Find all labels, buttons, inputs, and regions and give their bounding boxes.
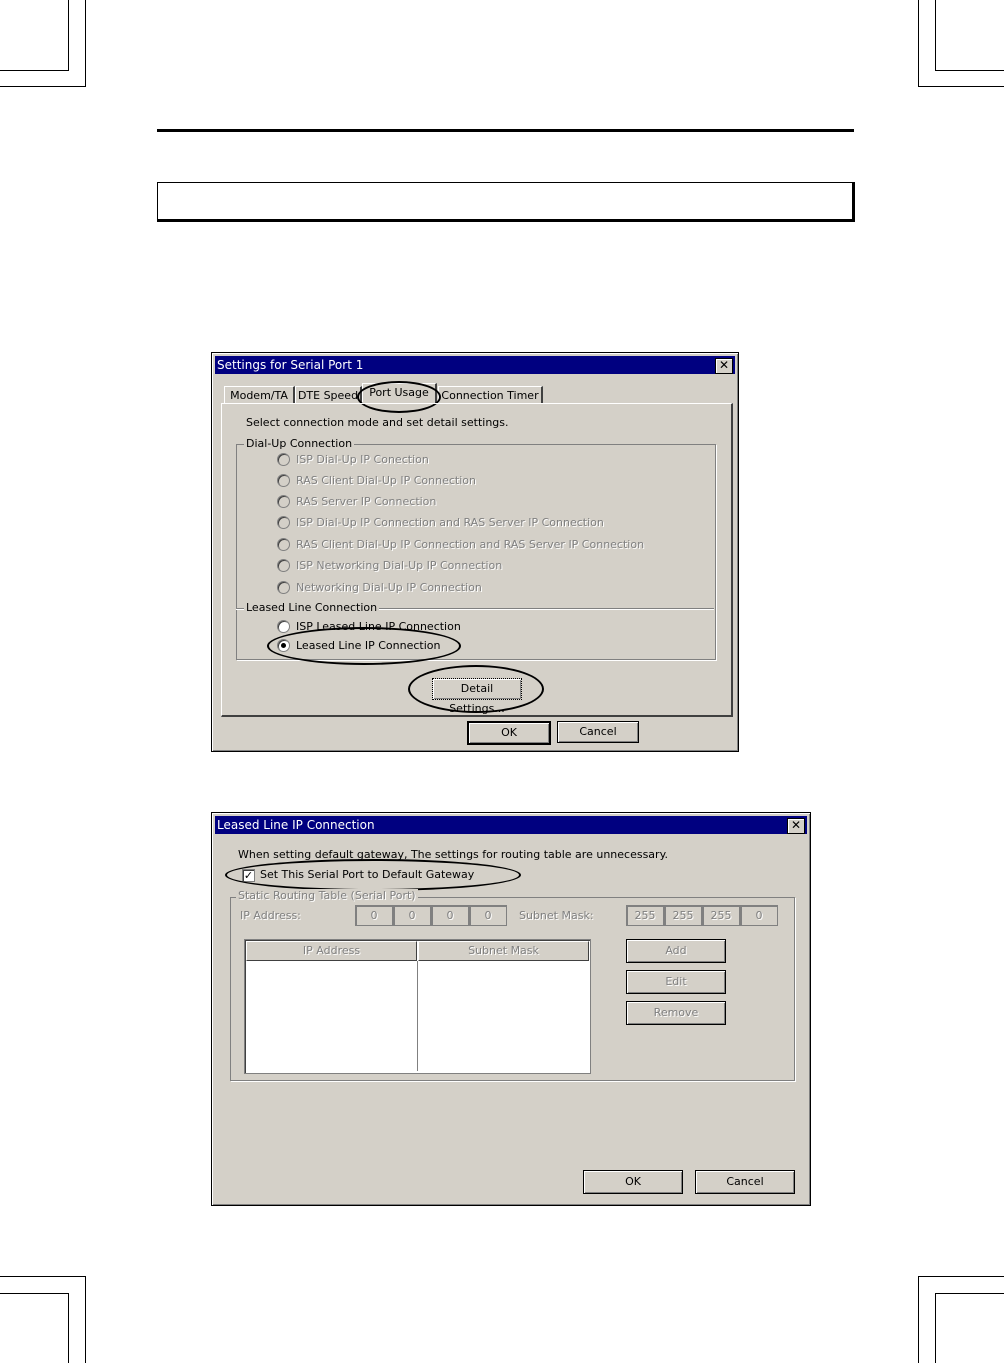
radio-icon bbox=[277, 538, 290, 551]
radio-isp-dialup-ras-server[interactable] bbox=[277, 516, 604, 532]
crop-mark bbox=[935, 1293, 936, 1363]
radio-leased-line[interactable] bbox=[277, 639, 440, 655]
radio-isp-leased[interactable] bbox=[277, 620, 461, 636]
ip-address-label: IP Address: bbox=[240, 909, 301, 922]
radio-ras-server[interactable] bbox=[277, 495, 436, 511]
add-button[interactable]: Add bbox=[626, 939, 726, 963]
crop-mark bbox=[918, 86, 1004, 87]
edit-button[interactable]: Edit bbox=[626, 970, 726, 994]
checkbox-label: Set This Serial Port to Default Gateway bbox=[260, 868, 475, 881]
crop-mark bbox=[935, 1293, 1004, 1294]
ip-octet-3[interactable]: 0 bbox=[431, 905, 469, 926]
remove-button[interactable]: Remove bbox=[626, 1001, 726, 1025]
ip-octet-1[interactable]: 0 bbox=[355, 905, 393, 926]
crop-mark bbox=[935, 70, 1004, 71]
subnet-mask-label: Subnet Mask: bbox=[519, 909, 594, 922]
column-header-mask[interactable]: Subnet Mask bbox=[418, 941, 589, 961]
radio-label: ISP Dial-Up IP Connection and RAS Server IP Connection bbox=[296, 516, 604, 529]
instruction-text: Select connection mode and set detail settings. bbox=[246, 416, 509, 429]
crop-mark bbox=[0, 1276, 86, 1277]
radio-isp-dialup[interactable] bbox=[277, 453, 429, 469]
radio-isp-networking[interactable] bbox=[277, 559, 502, 575]
ok-button[interactable]: OK bbox=[583, 1170, 683, 1194]
radio-icon bbox=[277, 474, 290, 487]
mask-octet-3[interactable]: 255 bbox=[702, 905, 740, 926]
crop-mark bbox=[0, 1293, 69, 1294]
column-divider bbox=[417, 961, 418, 1071]
settings-serial-port-dialog bbox=[211, 352, 739, 752]
radio-selected-icon bbox=[277, 639, 290, 652]
radio-label: RAS Client Dial-Up IP Connection bbox=[296, 474, 476, 487]
detail-settings-button[interactable]: Detail Settings... bbox=[432, 678, 522, 700]
leased-line-dialog bbox=[211, 812, 811, 1206]
dialog-title: Leased Line IP Connection bbox=[217, 818, 375, 832]
crop-mark bbox=[935, 0, 936, 70]
radio-label: Networking Dial-Up IP Connection bbox=[296, 581, 482, 594]
radio-label: ISP Dial-Up IP Conection bbox=[296, 453, 429, 466]
radio-icon bbox=[277, 453, 290, 466]
radio-label: RAS Client Dial-Up IP Connection and RAS Server IP Connection bbox=[296, 538, 645, 551]
close-icon[interactable]: ✕ bbox=[787, 818, 805, 834]
title-bar bbox=[215, 816, 807, 834]
radio-icon bbox=[277, 495, 290, 508]
ip-octet-4[interactable]: 0 bbox=[469, 905, 507, 926]
crop-mark bbox=[0, 86, 86, 87]
ip-octet-2[interactable]: 0 bbox=[393, 905, 431, 926]
radio-label: ISP Networking Dial-Up IP Connection bbox=[296, 559, 503, 572]
crop-mark bbox=[918, 1276, 919, 1363]
radio-label: ISP Leased Line IP Connection bbox=[296, 620, 461, 633]
crop-mark bbox=[0, 70, 69, 71]
radio-ras-client-dialup[interactable] bbox=[277, 474, 476, 490]
radio-icon bbox=[277, 516, 290, 529]
ok-button[interactable]: OK bbox=[467, 721, 551, 745]
cancel-button[interactable]: Cancel bbox=[557, 721, 639, 743]
dialup-group-label: Dial-Up Connection bbox=[246, 437, 353, 450]
mask-octet-2[interactable]: 255 bbox=[664, 905, 702, 926]
mask-octet-4[interactable]: 0 bbox=[740, 905, 778, 926]
column-header-ip[interactable]: IP Address bbox=[246, 941, 417, 961]
close-icon[interactable]: ✕ bbox=[715, 358, 733, 374]
radio-label: Leased Line IP Connection bbox=[296, 639, 441, 652]
crop-mark bbox=[85, 1276, 86, 1363]
cancel-button[interactable]: Cancel bbox=[695, 1170, 795, 1194]
radio-label: RAS Server IP Connection bbox=[296, 495, 437, 508]
tab-modem-ta[interactable]: Modem/TA bbox=[224, 386, 295, 404]
radio-icon bbox=[277, 620, 290, 633]
tab-dte-speed[interactable]: DTE Speed bbox=[295, 386, 362, 404]
routing-group-label: Static Routing Table (Serial Port) bbox=[238, 889, 416, 902]
dialog-title: Settings for Serial Port 1 bbox=[217, 358, 364, 372]
radio-networking-dialup[interactable] bbox=[277, 581, 482, 597]
title-bar bbox=[215, 356, 735, 374]
radio-icon bbox=[277, 581, 290, 594]
default-gateway-checkbox[interactable]: ✓ bbox=[243, 869, 254, 882]
crop-mark bbox=[68, 1293, 69, 1363]
header-box bbox=[157, 182, 855, 222]
tab-connection-timer[interactable]: Connection Timer bbox=[438, 386, 543, 404]
radio-ras-client-ras-server[interactable] bbox=[277, 538, 644, 554]
crop-mark bbox=[918, 0, 919, 87]
radio-icon bbox=[277, 559, 290, 572]
crop-mark bbox=[85, 0, 86, 87]
mask-octet-1[interactable]: 255 bbox=[626, 905, 664, 926]
crop-mark bbox=[918, 1276, 1004, 1277]
crop-mark bbox=[68, 0, 69, 70]
tab-port-usage[interactable]: Port Usage bbox=[362, 383, 437, 404]
gateway-note: When setting default gateway, The settings for routing table are unnecessary. bbox=[238, 848, 669, 861]
leased-group-label: Leased Line Connection bbox=[246, 601, 378, 614]
header-rule bbox=[157, 129, 854, 132]
